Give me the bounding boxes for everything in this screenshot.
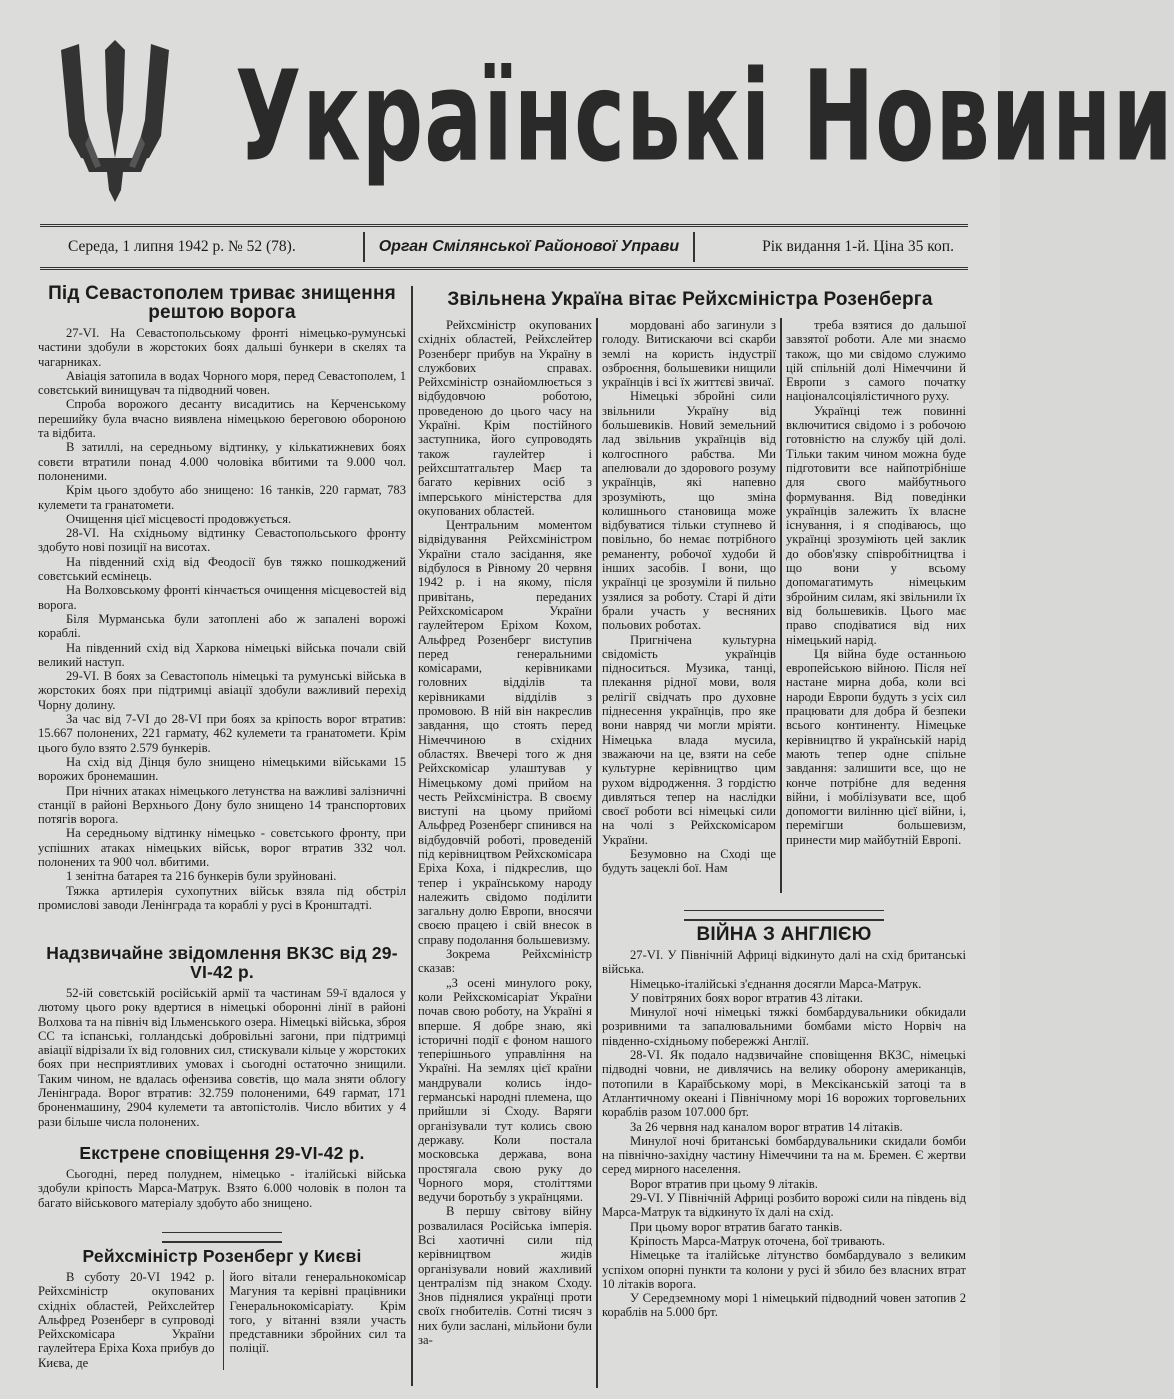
article-war-england: ВІЙНА З АНГЛІЄЮ 27-VI. У Північній Африці відкинуто далі на схід британські війська. Німецько-італійські з'єднання досягли Марса-Матрук. У повітряних боях ворог втратив 43 літаки. Минулої ночі німецькі тяжкі бомбардувальники обкидали розривними та запалювальними бомбами місто Норвіч на південно-східньому побережжі Англії. 28-VI. Як подало надзвичайне сповіщення ВКЗС, німецькі підводні човни, не дивлячись на велику оборону американців, потопили в Караїбському морі, в Мексіканській затоці та в Атлантичному океані і Північному морі 16 ворожих торговельних кораблів разом 107.000 брт. За 26 червня над каналом ворог втратив 14 літаків. Минулої ночі британські бомбардувальники скидали бомби на північно-західну частину Німеччини та на м. Бремен. Є жертви серед мирного населення. Ворог втратив при цьому 9 літаків. 29-VI. У Північній Африці розбито ворожі сили на південь від Марса-Матрук та відкинуто їх далі на схід. При цьому ворог втратив багато танків. Кріпость Марса-Матрук оточена, бої тривають. Німецьке та італійське літунство бомбардувало з великим успіхом опорні пункти та колони у русі й збило без власних втрат 10 літаків ворога. У Середземному морі 1 німецький підводний човен затопив 2 кораблів на 5.000 брт. xyxy=(602,906,966,1320)
article-vkzs-title: Надзвичайне звідомлення ВКЗС від 29-VI-42 р. xyxy=(46,943,398,982)
dateline-bar xyxy=(40,224,968,270)
year-price: Рік видання 1-й. Ціна 35 коп. xyxy=(762,238,954,255)
article-emergency-title: Екстрене сповіщення 29-VI-42 р. xyxy=(79,1143,365,1163)
ornament-rule xyxy=(162,1232,282,1243)
article-sevastopol: Під Севастополем триває знищення рештою ворога 27-VI. На Севастопольському фронті німецько-румунські частини здобули в жорстоких боях дальші бункери в скелях та чагарниках. Авіація затопила в водах Чорного моря, перед Севастополем, 1 совєтський винищувач та підводний човен. Спроба ворожого десанту висадитись на Керченському перешийку була вчасно виявлена німецькою береговою обороною та відбита. В затиллі, на середньому відтинку, у кількатижневих боях совєти втратили понад 4.000 чоловіка вбитими та 9.000 чол. полоненими. Крім цього здобуто або знищено: 16 танків, 220 гармат, 783 кулемети та гранатомети. Очищення цієї місцевості продовжується. 28-VI. На східньому відтинку Севастопольського фронту здобуто нові позиції на висотах. На південний схід від Феодосії був тяжко пошкоджений совєтський есмінець. На Волховському фронті кінчається очищення місцевостей від ворога. Біля Мурманська були затоплені або ж запалені ворожі кораблі. На південний схід від Харкова німецькі війська почали свій великий наступ. 29-VI. В боях за Севастополь німецькі та румунські війська в жорстоких боях при підтримці авіації здобули важливий перехід Чорну долину. За час від 7-VI до 28-VI при боях за кріпость ворог втратив: 15.667 полонених, 221 гармату, 462 кулемети та гранатомети. Крім цього було взято 2.579 бункерів. На схід від Дінця було знищено німецькими військами 15 ворожих бронемашин. При нічних атаках німецького летунства на важливі залізничні станції в районі Верхнього Дону було знищено 14 транспортових потягів ворога. На середньому відтинку німецько - совєтського фронту, при успішних атаках німецьких військ, ворог втратив 332 чол. полонених та 900 чол. вбитими. 1 зенітна батарея та 216 бункерів були зруйновані. Тяжка артилерія сухопутних військ взяла під обстріл промислові заводи Ленінграда та кораблі у русі в Кронштадті. xyxy=(38,283,406,912)
publisher-organ: Орган Смілянської Районової Управи xyxy=(363,232,695,262)
trident-emblem-icon xyxy=(55,40,175,205)
article-rosenberg-col3: треба взятися до дальшої завзятої роботи. Але ми знаємо також, що ми свідомо служимо цій спільній долі Німеччини й Европи з самого початку націоналсоціялістичного руху. Українці теж повинні включитися свідомо і з робочою готовністю на службу цій долі. Тільки таким чином можна буде підготовити все найпотрібніше для свого майбутнього формування. Від поведінки українців залежить їх власне існування, і я сподіваюсь, що українці зрозуміють цей заклик до обов'язку співробітництва і що вони у всьому допомагатимуть німецьким збройним силам, які звільнили їх від большевиків. Цього має право сподіватися від них німецький нарід. Ця війна буде останньою европейською війною. Після неї настане мирна доба, коли всі народи Европи будуть з усіх сил працювати для добра й безпеки всього континенту. Німецьке керівництво й українській нарід мають тепер одне спільне завдання: залишити все, що не конче потрібне для ведення війни, і мобілізувати все, щоб допомогти вилінню цієї війни, і, перемігши большевизм, принести мир майбутній Европі. xyxy=(786,318,966,847)
article-kyiv-title: Рейхсміністр Розенберг у Києві xyxy=(82,1246,362,1266)
column-rule-mid xyxy=(596,318,598,1388)
column-rule-right xyxy=(780,318,782,893)
article-rosenberg-kyiv: Рейхсміністр Розенберг у Києві В суботу 20-VI 1942 р. Рейхсміністр окупованих східніх областей, Рейхслейтер Альфред Розенберг в супроводі Рейхскомісара України гаулейтера Еріха Коха прибув до Києва, де його вітали генеральнокомісар Магуния та керівні працівники Генеральнокомісаріату. Крім того, у вітанні взяли участь представники збройних сил та поліції. xyxy=(38,1228,406,1370)
column-rule-left xyxy=(411,286,413,1386)
ornament-rule xyxy=(684,910,884,921)
article-rosenberg-col1: Рейхсміністр окупованих східніх областей, Рейхслейтер Розенберг прибув на Україну в службових справах. Рейхсміністр ознайомлюється з відбудовчою роботою, проведеною до цього часу на Україні. Крім постійного заступника, його супроводять також гаулейтер і рейхсштатгальтер Маєр та багато керівних осіб з імперського міністерства для окупованих областей. Центральним моментом відвідування Рейхсміністром України стало засідання, яке відбулося в Рівному 20 червня 1942 р. і на якому, після привітань, переданих Рейхскомісаром України гаулейтером Еріхом Кохом, Альфред Розенберг виступив перед генеральними комісарами, керівниками головних відділів та керівниками відділів з промовою. В ній він накреслив завдання, що стоять перед Німеччиною в східних областях. Ввечері того ж дня Рейхскомісар улаштував у Німецькому домі прийом на честь Рейхсміністра. В своєму виступі на цьому прийомі Альфред Розенберг спинився на відбудовчій роботі, проведеній під керівництвом Рейхскомісара Еріха Коха, і підкреслив, що тепер і українському народу належить свідомо поділити загальну долю Европи, вносячи своєю працею і свій внесок в справу подолання большевизму. Зокрема Рейхсміністр сказав: „З осені минулого року, коли Рейхскомісаріат України почав свою роботу, на Україні я вперше. Я добре знаю, які історичні події є фоном нашого теперішнього управління на Україні. На землях цієї країни мандрували колись індо-германські народні племена, що прийшли зі Сходу. Варяги організували тут колись свою державу. Коли постала московська держава, вона простягала свою руку до Чорного моря, століттями ведучи боротьбу з українцями. В першу світову війну розвалилася Російська імперія. Всі хаотичні сили під керівництвом жидів організували новий жахливий централізм під знаком Сходу. Знов піднялися українці проти своїх гнобителів. Сотні тисяч з них були заслані, мільйони були за- xyxy=(418,318,592,1348)
issue-date: Середа, 1 липня 1942 р. № 52 (78). xyxy=(68,238,296,255)
article-sevastopol-title: Під Севастополем триває знищення рештою ворога xyxy=(48,283,396,323)
article-vkzs-report: Надзвичайне звідомлення ВКЗС від 29-VI-42 р. 52-ій совєтській російській армії та частинам 59-ї вдалося у лютому цього року вдертися в німецькі оборонні лінії в районі Волхова та на північ від Ільменського озера. Німецькі війська, зброя СС та іспанські, голландські добровільні загони, при підтримці авіації відрізали їх від головних сил, стискували кільце у жорстоких боях при несприятливих умовах і сьогодні остаточно знищили. Таким чином, не вдалась офензива совєтів, що мала зняти облогу Ленінграда. Ворог втратив: 32.759 полоненими, 649 гармат, 171 броненмашину, 2904 кулемети та автопістолів. Число вбитих у 4 рази більше числа полонених. xyxy=(38,943,406,1129)
newspaper-title: Українські Новини xyxy=(235,45,1174,190)
article-rosenberg-col2: мордовані або загинули з голоду. Витискаючи всі скарби землі на користь індустрії озброєння, большевики нищили українців і всі їх життєві звичаї. Німецькі збройні сили звільнили Україну від большевиків. Новий земельний лад звільнив українців від колгоспного рабства. Ми апелювали до здорового розуму українців, які напевно зрозуміють, що зміна колишнього становища може відбуватися тільки ступнево й повільно, бо немає потрібного реманенту, робочої худоби й інших засобів. І вони, що українці це зрозуміли й пильно узялися за роботу. Старі й діти брали участь у весняних польових роботах. Пригнічена культурна свідомість українців підноситься. Музика, танці, плекання рідної мови, воля релігії свідчать про духовне піднесення українців, про яке вони навряд чи могли мріяти. Німецька влада мусила, зважаючи на це, взяти на себе культурне керівництво цим рухом відродження. З гордістю дивляться тепер на наслідки своєї роботи всі німецькі сили на чолі з Рейхскомісаром України. Безумовно на Сході ще будуть зацеклі бої. Нам xyxy=(602,318,776,876)
article-emergency: Екстрене сповіщення 29-VI-42 р. Сьогодні, перед полуднем, німецько - італійські війська здобули кріпость Марса-Матрук. Взято 6.000 чоловік в полон та багато військового матеріалу здобуто або знищено. xyxy=(38,1143,406,1210)
article-war-title: ВІЙНА З АНГЛІЄЮ xyxy=(696,924,872,945)
article-rosenberg-title: Звільнена Україна вітає Рейхсміністра Розенберга xyxy=(447,289,933,310)
